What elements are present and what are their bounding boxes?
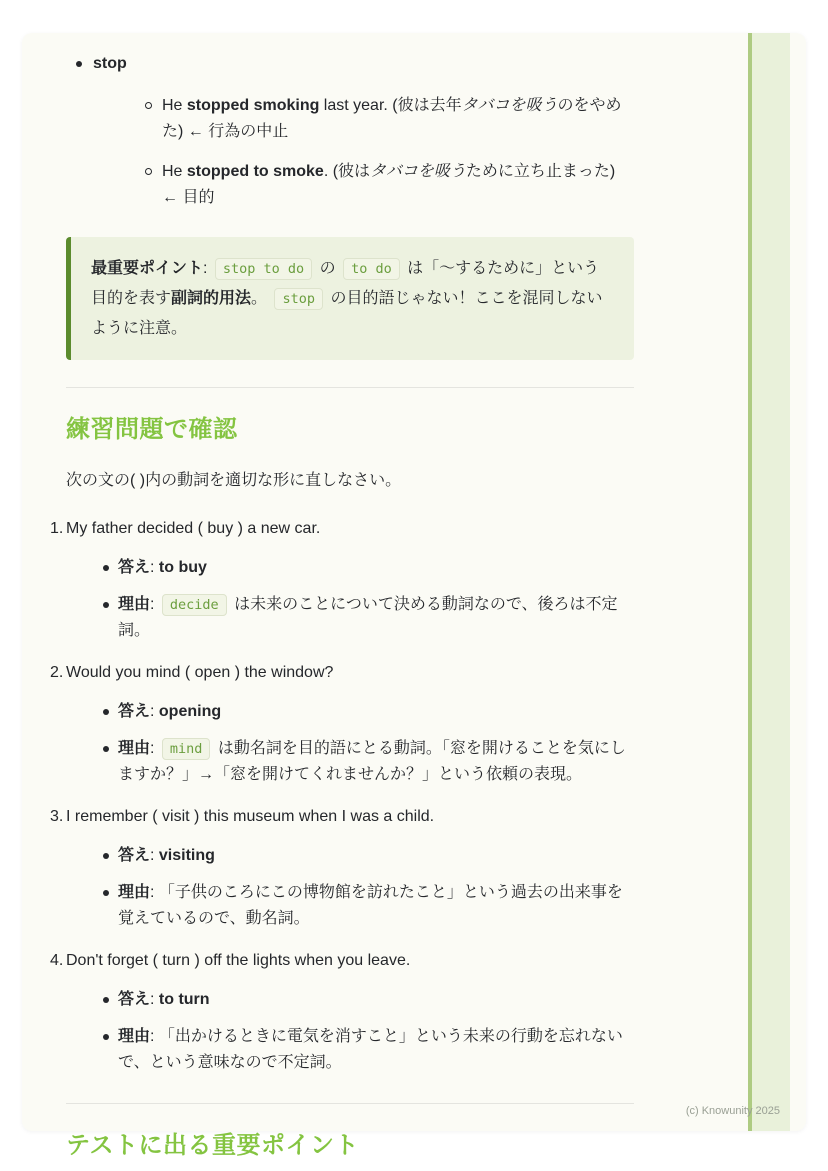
question-number: 1. [50, 520, 64, 537]
reason-row [118, 736, 634, 788]
bullet-disc-icon [103, 1034, 109, 1040]
answer-text: 答え: to buy [118, 559, 207, 576]
practice-intro: 次の文の( )内の動詞を適切な形に直しなさい。 [66, 472, 402, 489]
document-page [22, 33, 806, 1159]
question-text: Don't forget ( turn ) off the lights when you leave. [66, 952, 411, 969]
question-item [50, 660, 634, 788]
question-item [50, 804, 634, 932]
answer-list [66, 699, 634, 788]
question-text: My father decided ( buy ) a new car. [66, 520, 321, 537]
reason-row [118, 880, 634, 932]
question-text: I remember ( visit ) this museum when I was a child. [66, 808, 435, 825]
question-number: 2. [50, 664, 64, 681]
example-sentence [162, 93, 634, 145]
answer-list [66, 555, 634, 644]
bullet-disc-icon [103, 565, 109, 571]
section-divider [66, 387, 634, 388]
example-text: He stopped smoking last year. (彼は去年タバコを吸うのをやめた) ← 行為の中止 [162, 97, 622, 140]
copyright-credit: (c) Knowunity 2025 [685, 1105, 780, 1117]
bullet-disc-icon [103, 890, 109, 896]
bullet-disc-icon [103, 997, 109, 1003]
reason-text: 理由: 「出かけるときに電気を消すこと」という未来の行動を忘れないで、という意味なので不定詞。 [118, 1028, 623, 1071]
question-list [50, 516, 634, 1076]
answer-list [66, 843, 634, 932]
practice-section-heading: 練習問題で確認 [66, 416, 238, 443]
bullet-disc-icon [103, 853, 109, 859]
answer-text: 答え: visiting [118, 847, 215, 864]
section-divider [66, 1103, 634, 1104]
answer-row [118, 555, 634, 581]
question-line [50, 660, 634, 686]
reason-text: 理由: 「子供のころにこの博物館を訪れたこと」という過去の出来事を覚えているので、動名詞。 [118, 884, 623, 927]
list-item-stop [66, 51, 634, 211]
reason-row [118, 1024, 634, 1076]
question-line [50, 516, 634, 542]
question-line [50, 804, 634, 830]
reason-text: 理由: mind は動名詞を目的語にとる動詞。「窓を開けることを気にしますか？」→「窓を開けてくれませんか？」という依頼の表現。 [118, 740, 626, 783]
question-number: 4. [50, 952, 64, 969]
question-text: Would you mind ( open ) the window? [66, 664, 334, 681]
question-item [50, 516, 634, 644]
answer-text: 答え: to turn [118, 991, 210, 1008]
bullet-circle-icon [145, 102, 152, 109]
answer-row [118, 987, 634, 1013]
answer-list [66, 987, 634, 1076]
bullet-disc-icon [76, 61, 82, 67]
stop-examples-list [93, 93, 634, 211]
bullet-circle-icon [145, 168, 152, 175]
right-margin-band [748, 33, 790, 1131]
document-content [50, 33, 634, 1161]
reason-row [118, 592, 634, 644]
question-number: 3. [50, 808, 64, 825]
answer-row [118, 843, 634, 869]
important-point-callout [66, 237, 634, 360]
verb-list [66, 51, 634, 211]
verb-term: stop [93, 55, 127, 72]
bullet-disc-icon [103, 709, 109, 715]
question-item [50, 948, 634, 1076]
keypoints-section-heading: テストに出る重要ポイント [66, 1132, 360, 1159]
bullet-disc-icon [103, 602, 109, 608]
reason-text: 理由: decide は未来のことについて決める動詞なので、後ろは不定詞。 [118, 596, 618, 639]
answer-row [118, 699, 634, 725]
callout-text: 最重要ポイント: stop to do の to do は「〜するために」という目的を表す副詞的用法。 stop の目的語じゃない！ここを混同しないように注意。 [91, 260, 603, 337]
example-text: He stopped to smoke. (彼はタバコを吸うために立ち止まった) ← 目的 [162, 163, 616, 206]
bullet-disc-icon [103, 746, 109, 752]
example-sentence [162, 159, 634, 211]
answer-text: 答え: opening [118, 703, 222, 720]
question-line [50, 948, 634, 974]
